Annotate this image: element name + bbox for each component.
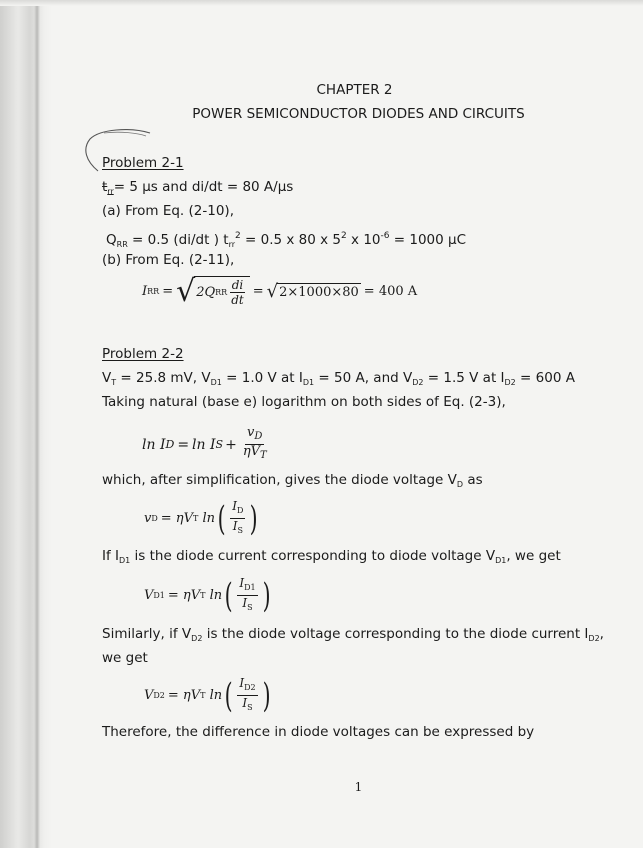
vd2-val: = 1.5 V at I [423,370,505,386]
irr-radicand-pre: 2Q [196,285,216,300]
page-number: 1 [354,780,363,794]
vd1-rhs-sub: T [200,591,206,600]
vd-rhs-sub: T [192,514,199,523]
vt: V [102,370,112,386]
frac-num-sub: D [254,431,263,442]
vd1-den-sub: S [247,603,253,612]
vd2-sub: D2 [412,378,424,387]
vd2-den: I [242,696,248,710]
vd2-num: I [239,676,245,690]
vd1-lhs-sub: D1 [153,591,165,600]
vd-equation: v D = ηV T ln ( $\frac{I_D}{I_S}$ ) [144,498,259,539]
qrr-equation [106,228,466,253]
vd-num-sub: D [237,506,244,515]
problem-2-1-heading: Problem 2-1 [102,155,184,171]
similarly-line [102,626,604,647]
irr-lhs: I [142,284,148,299]
vd-num: I [232,499,238,513]
qrr-expr-2: = 0.5 x 80 x 5 [240,232,342,248]
vd2-num-sub: D2 [244,683,256,692]
vd1-lhs: V [144,588,154,603]
irr-radicand-sub: RR [215,288,228,297]
qrr-sq: 2 [235,231,241,241]
log-line: Taking natural (base e) logarithm on both sides of Eq. (2-3), [102,394,506,410]
vd2-lhs: V [144,688,154,703]
plus-sign: + [225,436,237,453]
vd-den-sub: S [237,526,243,535]
if-text-3: , we get [506,548,561,564]
given-sub: rr [107,187,114,196]
sqrt-2: √ 2×1000×80 [266,280,359,302]
vd1-equation: V D1 = ηV T ln ( $\frac{I_{D1}}{I_S}$ ) [144,575,271,616]
vd2-lhs-sub: D2 [153,691,165,700]
problem-2-1-given [102,179,293,200]
if-text-1: If I [102,548,120,564]
qrr-expr-2-sup: 2 [341,231,347,241]
eq-sign: = [177,436,190,453]
S-sub: S [215,438,224,451]
vd-lhs-sub: D [151,514,158,523]
vd1-rhs: = ηV [167,588,201,603]
if-sub-1: D1 [119,556,131,565]
sim-text-1: Similarly, if V [102,626,192,642]
problem-2-2-given [102,370,575,391]
id2-val: = 600 A [515,370,575,386]
vd2-equation: V D2 = ηV T ln ( $\frac{I_{D2}}{I_S}$ ) [144,675,271,716]
vd2-rhs-sub: T [200,691,206,700]
vt-sub: T [111,378,117,387]
which-tail: as [463,472,483,488]
qrr-expr-3-sup: -6 [380,231,390,241]
sim-text-3: , [599,626,604,642]
I-2: I [210,436,216,453]
if-text-2: is the diode current corresponding to diode voltage V [130,548,496,564]
vd1-sub: D1 [210,378,222,387]
problem-2-2-heading: Problem 2-2 [102,346,184,362]
I-1: I [159,436,166,453]
sim-text-2: is the diode voltage corresponding to the diode current I [202,626,589,642]
sim-sub-1: D2 [191,634,203,643]
vd1-num-sub: D1 [244,583,256,592]
scan-edge-shadow [0,0,52,848]
chapter-label: CHAPTER 2 [316,82,393,98]
which-line [102,472,483,493]
qrr-expr-3: x 10 [346,232,381,248]
scan-top-strip [0,0,643,6]
vd-rhs: = ηV [160,511,193,526]
vd2-den-sub: S [247,703,253,712]
frac-den-nv: ηV [242,444,260,459]
frac-num-v: v [247,425,255,440]
if-line [102,548,561,569]
D-sub: D [165,438,175,451]
vd1-ln: ln [209,588,223,603]
sqrt-1: √ 2Q RR $\frac{di}{dt}$ [176,276,250,307]
ln-1: ln [142,436,156,453]
vd-ln: ln [202,511,215,526]
ln-2: ln [192,436,206,453]
irr-lhs-sub: RR [147,287,160,296]
vd1-val: = 1.0 V at I [221,370,303,386]
vd1-den: I [242,596,248,610]
irr-equation: I RR = √ 2Q RR $\frac{di}{dt}$ = √ 2×1000×80 = 400 A [142,273,418,309]
therefore-line: Therefore, the difference in diode voltages can be expressed by [102,724,535,740]
vd-den: I [232,519,238,533]
id2-sub: D2 [504,378,516,387]
frac-den-sub: T [260,450,267,461]
given-text: = 5 µs and di/dt = 80 A/µs [113,179,294,195]
if-sub-2: D1 [495,556,507,565]
irr-result: = 400 A [363,284,418,299]
qrr-expr-4: = 1000 µC [389,232,467,248]
ln-equation [142,426,271,463]
id2-over-is [237,676,257,715]
qrr-sub: RR [116,240,128,249]
which-sub: D [456,480,464,489]
di-dt-fraction [229,278,246,307]
id1-over-is [237,576,257,615]
frac-den: dt [231,293,244,307]
part-a-label: (a) From Eq. (2-10), [102,203,234,219]
irr-rhs-radicand: 2×1000×80 [279,285,359,300]
id-over-is [230,499,245,538]
qrr-t-sub: rr [228,240,235,249]
qrr-expr-1: = 0.5 (di/dt ) t [127,232,229,248]
vd2-ln: ln [209,688,223,703]
id1-sub: D1 [302,378,315,387]
given-var: t [102,179,108,195]
vd-over-nvt [241,426,269,463]
which-text: which, after simplification, gives the diode voltage V [102,472,457,488]
frac-num: di [231,278,244,292]
we-get-line: we get [102,650,148,666]
sim-sub-2: D2 [588,634,600,643]
vd2-rhs: = ηV [167,688,201,703]
scan-edge-line [34,0,40,848]
vd-lhs: v [144,511,152,526]
qrr-var: Q [106,232,117,248]
vd1-num: I [239,576,245,590]
id1-val: = 50 A, and V [314,370,413,386]
part-b-label: (b) From Eq. (2-11), [102,252,235,268]
vt-val: = 25.8 mV, V [116,370,211,386]
chapter-title: POWER SEMICONDUCTOR DIODES AND CIRCUITS [192,106,525,122]
